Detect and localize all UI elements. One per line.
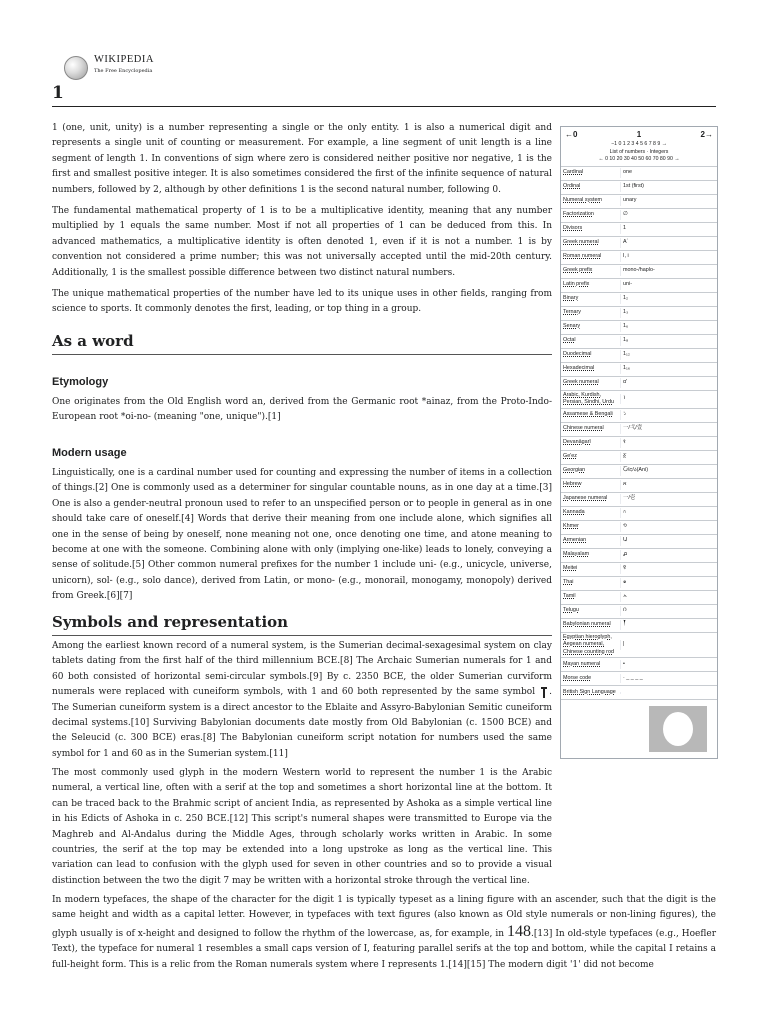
section-heading-word: As a word (52, 332, 134, 350)
infobox-row-value: 1₂ (620, 294, 717, 304)
infobox-row-value: uni- (620, 280, 717, 290)
modern-usage-paragraph: Linguistically, one is a cardinal number used for counting and expressing the number of items in a collection of things.[2] One is commonly used as a determiner for singular countable nouns, as in one day at a time.[3] One is also a gender-neutral pronoun used to refer to an unspecified person or to people in general as in one should take care of oneself.[4] Words that derive their meaning from one include alone, which signifies all one in the sense of being by oneself, none meaning not one, once denoting one time, and atone meaning to become at one with the someone. Combining alone with only (implying one-like) leads to lonely, conveying a sense of solitude.[5] Other common numeral prefixes for the number 1 include uni- (e.g., unicycle, universe, unicorn), sol- (e.g., solo dance), derived from Latin, or mono- (e.g., monorail, monogamy, monopoly) derived from Greek.[6][7] (52, 468, 552, 602)
infobox-row-label[interactable]: Factorization (563, 211, 594, 218)
infobox-row-label[interactable]: Cardinal (563, 169, 584, 176)
infobox-row-value: ౧ (620, 606, 717, 616)
infobox-row (561, 632, 717, 658)
infobox-row-label[interactable]: Khmer (563, 523, 579, 530)
infobox-row (561, 534, 717, 548)
infobox-row-label[interactable]: Morse code (563, 674, 592, 681)
infobox-row (561, 408, 717, 422)
symbols-paragraph-1: Among the earliest known record of a numeral system, is the Sumerian decimal-sexagesimal system on clay tablets dating from the first half of the third millennium BCE.[8] The Archaic Sumerian numerals for 1 and 60 both consisted of horizontal semi-circular symbols.[9] By c. 2350 BCE, the older Sumerian curviform numerals were replaced with cuneiform symbols, with 1 and 60 both represented by the same symbol . The Sumerian cuneiform system is a direct ancestor to the Eblaite and Assyro-Babylonian Semitic cuneiform decimal systems.[10] Surviving Babylonian documents date mostly from Old Babylonian (c. 1500 BCE) and the Seleucid (c. 300 BCE) eras.[8] The Babylonian cuneiform script notation for numbers used the same symbol for 1 and 60 as in the Sumerian system.[11] (52, 641, 552, 759)
old-style-figures-example: 148 (507, 922, 532, 940)
infobox-row-value: 1₆ (620, 322, 717, 332)
infobox-row-label[interactable]: Kannada (563, 509, 585, 516)
infobox-row-value: · _ _ _ _ (620, 674, 717, 684)
intro-paragraph-3: The unique mathematical properties of the number have led to its unique uses in other fields, ranging from science to sports. It commonly denotes the first, leading, or top thing in a group. (52, 289, 552, 315)
infobox-row (561, 436, 717, 450)
infobox-row (561, 618, 717, 632)
section-heading-symbols: Symbols and representation (52, 613, 289, 631)
page-title: 1 (52, 83, 64, 103)
etymology-paragraph: One originates from the Old English word an, derived from the Germanic root *ainaz, from the Proto-Indo-European root *oi-no- (meaning "one, unique").[1] (52, 397, 552, 423)
infobox-row-value: mono-/haplo- (620, 266, 717, 276)
infobox-row-value: unary (620, 196, 717, 206)
infobox-row-label[interactable]: Hexadecimal (563, 365, 595, 372)
infobox-row-value: 一/弌/壹 (620, 424, 717, 434)
infobox-row-label[interactable]: Japanese numeral (563, 495, 608, 502)
infobox-nav (561, 127, 717, 141)
integer-nav-links[interactable]: −1 0 1 2 3 4 5 6 7 8 9 → (611, 141, 667, 147)
section-divider (52, 354, 552, 355)
infobox-row-value: I, i (620, 252, 717, 262)
infobox-row-value: α' (620, 378, 717, 388)
infobox-row-value: א (620, 480, 717, 490)
infobox-row (561, 520, 717, 534)
infobox-row (561, 320, 717, 334)
infobox-row-label[interactable]: Octal (563, 337, 576, 344)
infobox-row-label[interactable]: British Sign Language (563, 688, 616, 695)
infobox-row (561, 492, 717, 506)
infobox-row-label[interactable]: Malayalam (563, 551, 590, 558)
infobox-row-value: ١ (620, 394, 717, 404)
cuneiform-one-glyph-icon (539, 686, 549, 698)
infobox-row-value: ꯱ (620, 564, 717, 574)
infobox-row-label[interactable]: Greek prefix (563, 267, 593, 274)
infobox-row-label[interactable]: Armenian (563, 537, 587, 544)
infobox-row (561, 576, 717, 590)
infobox-row-value: 1 (620, 224, 717, 234)
infobox-number-lists (561, 141, 717, 166)
infobox-row-label[interactable]: Thai (563, 579, 574, 586)
intro-paragraph-1: 1 (one, unit, unity) is a number representing a single or the only entity. 1 is also a numerical digit and represents a single unit of counting or measurement. For example, a line segment of unit length is a line segment of length 1. In conventions of sign where zero is considered neither positive nor negative, 1 is the first and smallest positive integer. It is also sometimes considered the first of the infinite sequence of natural numbers, followed by 2, although by other definitions 1 is the second natural number, following 0. (52, 123, 552, 195)
infobox-row-label[interactable]: Senary (563, 323, 581, 330)
infobox-row-label[interactable]: Egyptian hieroglyph, Aegean numeral, Chinese counting rod (563, 633, 614, 655)
infobox-row (561, 376, 717, 390)
infobox-row-value: 𒐕 (620, 620, 717, 630)
infobox-row-label[interactable]: Duodecimal (563, 351, 592, 358)
infobox-row-value: ൧ (620, 550, 717, 560)
infobox-row (561, 604, 717, 618)
infobox-row-label[interactable]: Mayan numeral (563, 660, 601, 667)
infobox-row-label[interactable]: Chinese numeral (563, 425, 604, 432)
infobox-row-label[interactable]: Devanāgarī (563, 439, 591, 446)
infobox-row-value: 1₁₆ (620, 364, 717, 374)
logo-title: WIKIPEDIA (94, 54, 154, 65)
infobox-row (561, 590, 717, 604)
infobox-row (561, 562, 717, 576)
infobox-row-value: ১ (620, 410, 717, 420)
symbols-paragraph-3: In modern typefaces, the shape of the character for the digit 1 is typically typeset as a lining figure with an ascender, such that the digit is the same height and width as a capital letter. However, in typefaces with text figures (also known as Old style numerals or non-lining figures), the glyph usually is of x-height and designed to follow the rhythm of the lowercase, as, for example, in 148.[13] In old-style typefaces (e.g., Hoefler Text), the typeface for numeral 1 resembles a small caps version of I, featuring parallel serifs at the top and bottom, while the capital I retains a full-height form. This is a relic from the Roman numerals system where I represents 1.[14][15] The modern digit '1' did not become (52, 895, 716, 970)
infobox-row (561, 671, 717, 685)
infobox-row-label[interactable]: Greek numeral (563, 379, 599, 386)
infobox-row-label[interactable]: Roman numeral (563, 253, 602, 260)
infobox (560, 126, 718, 759)
section-divider (52, 635, 552, 636)
infobox-row (561, 236, 717, 250)
next-number-link[interactable]: 2→ (700, 130, 713, 139)
infobox-row-value: ೧ (620, 508, 717, 518)
sign-language-image (649, 706, 707, 752)
title-divider (52, 106, 716, 107)
infobox-row-label[interactable]: Ge'ez (563, 453, 577, 460)
infobox-row (561, 685, 717, 699)
infobox-row-value: ፩ (620, 452, 717, 462)
infobox-row-label[interactable]: Latin prefix (563, 281, 590, 288)
current-number: 1 (636, 130, 642, 139)
infobox-row (561, 166, 717, 180)
infobox-row-value: 1st (first) (620, 182, 717, 192)
infobox-row (561, 222, 717, 236)
infobox-row (561, 548, 717, 562)
infobox-row-value: 1₃ (620, 308, 717, 318)
subsection-heading-etymology: Etymology (52, 376, 109, 388)
infobox-row (561, 180, 717, 194)
infobox-row-value: • (620, 660, 717, 670)
infobox-row (561, 334, 717, 348)
infobox-row (561, 348, 717, 362)
prev-number-link[interactable]: ←0 (565, 130, 578, 139)
infobox-row-label[interactable]: Ordinal (563, 183, 581, 190)
infobox-row-value: ∅ (620, 210, 717, 220)
infobox-row (561, 306, 717, 320)
infobox-row-label[interactable]: Numeral system (563, 197, 602, 204)
infobox-row (561, 450, 717, 464)
infobox-row (561, 478, 717, 492)
infobox-row-label[interactable]: Tamil (563, 593, 576, 600)
infobox-row-value: ๑ (620, 578, 717, 588)
infobox-image[interactable] (561, 699, 717, 758)
intro-paragraph-2: The fundamental mathematical property of 1 is to be a multiplicative identity, meaning that any number multiplied by 1 equals the same number. Most if not all properties of 1 can be deduced from this. In advanced mathematics, a multiplicative identity is often denoted 1, even if it is not a number. 1 is by convention not considered a prime number; this was not universally accepted until the mid-20th century. Additionally, 1 is the smallest possible difference between two distinct natural numbers. (52, 206, 552, 278)
infobox-row-label[interactable]: Hebrew (563, 481, 582, 488)
infobox-row-label[interactable]: Babylonian numeral (563, 621, 611, 628)
infobox-row (561, 278, 717, 292)
infobox-row-label[interactable]: Georgian (563, 467, 586, 474)
infobox-row-value: Α´ (620, 238, 717, 248)
infobox-row-label[interactable]: Ternary (563, 309, 581, 316)
infobox-row-label[interactable]: Arabic, Kurdish, Persian, Sindhi, Urdu (563, 391, 614, 405)
infobox-row (561, 506, 717, 520)
infobox-row (561, 422, 717, 436)
decade-nav-links[interactable]: ← 0 10 20 30 40 50 60 70 80 90 → (598, 156, 680, 162)
subsection-heading-modern-usage: Modern usage (52, 447, 127, 459)
infobox-row (561, 292, 717, 306)
infobox-rows (561, 166, 717, 700)
infobox-row (561, 464, 717, 478)
list-of-numbers-link[interactable]: List of numbers · Integers (609, 148, 669, 155)
infobox-row-label[interactable]: Greek numeral (563, 239, 599, 246)
infobox-row (561, 264, 717, 278)
infobox-row-label[interactable]: Binary (563, 295, 579, 302)
logo-tagline: The Free Encyclopedia (94, 68, 153, 74)
infobox-row (561, 250, 717, 264)
infobox-row-value (620, 692, 717, 694)
infobox-row-value: ១ (620, 522, 717, 532)
infobox-row-value: ௧ (620, 592, 717, 602)
infobox-row (561, 362, 717, 376)
globe-icon (64, 56, 88, 80)
infobox-row-value: Ⴀ/ⴀ/ა(Ani) (620, 466, 717, 476)
infobox-row-value: 一/壱 (620, 494, 717, 504)
infobox-row-label[interactable]: Telugu (563, 607, 579, 614)
infobox-row (561, 208, 717, 222)
infobox-row (561, 657, 717, 671)
infobox-row-label[interactable]: Meitei (563, 565, 578, 572)
infobox-row-value: Ա (620, 536, 717, 546)
infobox-row-value: one (620, 168, 717, 178)
infobox-row-value: 1₈ (620, 336, 717, 346)
infobox-row (561, 390, 717, 408)
infobox-row-value: 1₁₂ (620, 350, 717, 360)
infobox-row-label[interactable]: Divisors (563, 225, 583, 232)
infobox-row (561, 194, 717, 208)
symbols-paragraph-2: The most commonly used glyph in the modern Western world to represent the number 1 is the Arabic numeral, a vertical line, often with a serif at the top and sometimes a short horizontal line at the bottom. It can be traced back to the Brahmic script of ancient India, as represented by Ashoka as a simple vertical line in his Edicts of Ashoka in c. 250 BCE.[12] This script's numeral shapes were transmitted to Europe via the Maghreb and Al-Andalus during the Middle Ages, through scholarly works written in Arabic. In some countries, the serif at the top may be extended into a long upstroke as long as the vertical line. This variation can lead to confusion with the glyph used for seven in other countries and so to provide a visual distinction between the two the digit 7 may be written with a horizontal stroke through the vertical line. (52, 768, 552, 886)
infobox-row-value: १ (620, 438, 717, 448)
infobox-row-value: | (620, 640, 717, 650)
infobox-row-label[interactable]: Assamese & Bengali (563, 411, 613, 418)
